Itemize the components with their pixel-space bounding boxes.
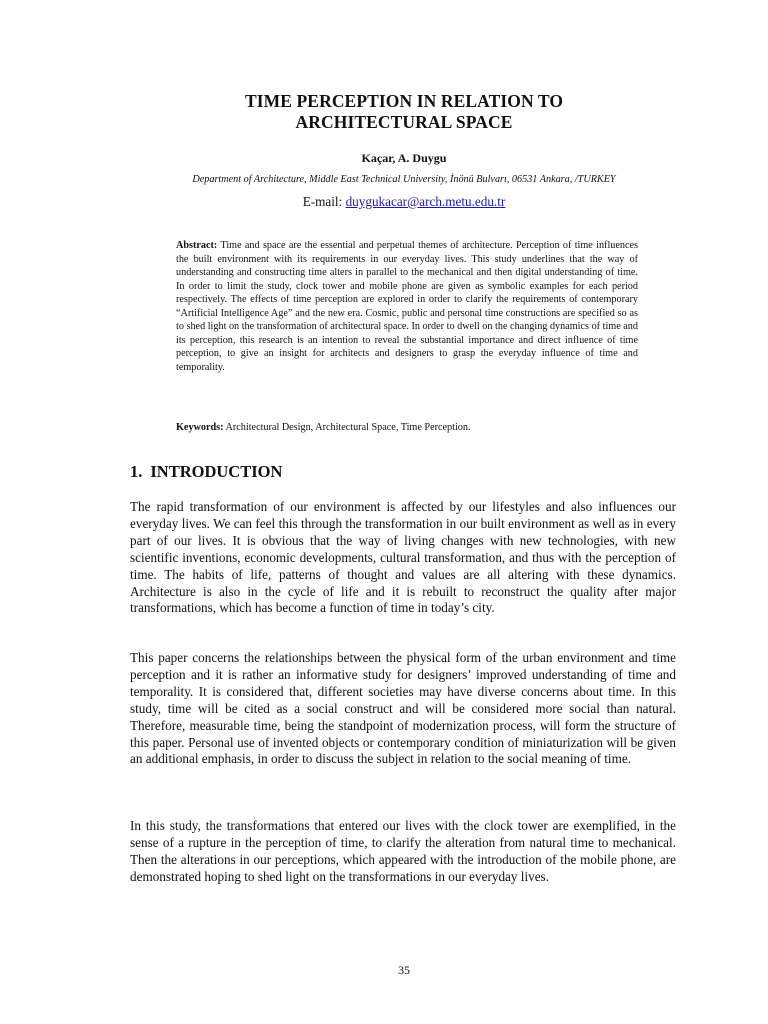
- email-label: E-mail:: [302, 194, 346, 209]
- paper-title-line-1: TIME PERCEPTION IN RELATION TO: [244, 91, 564, 111]
- body-paragraph-3: In this study, the transformations that entered our lives with the clock tower are exemplified, in the sense of a rupture in the perception of time, to clarify the alteration from natural time to mechanical. Then the alterations in our perceptions, which appeared with the introduction of the mobile phone, are demonstrated hoping to shed light on the transformations in our everyday lives.: [130, 818, 676, 884]
- author-name: Kaçar, A. Duygu: [361, 151, 447, 165]
- body-paragraph-1: The rapid transformation of our environment is affected by our lifestyles and also influences our everyday lives. We can feel this through the transformation in our built environment as well as in every part of our lives. It is obvious that the way of living changes with new technologies, with new scientific inventions, economic developments, cultural transformation, and thus with the perception of time. The habits of life, patterns of thought and values are all altering with these dynamics. Architecture is also in the cycle of life and it is rebuilt to reconstruct the quality after major transformations, which has become a function of time in today’s city.: [130, 499, 676, 616]
- section-heading-introduction: [130, 462, 282, 482]
- keywords: [176, 421, 638, 434]
- paper-title-line-2: ARCHITECTURAL SPACE: [295, 112, 513, 132]
- paper-title: [0, 91, 768, 133]
- abstract-text: Time and space are the essential and perpetual themes of architecture. Perception of time influences the built environment with its requirements in our everyday lives. This study underlines that the way of understanding and constructing time alters in parallel to the mechanical and then digital understanding of time. In order to limit the study, clock tower and mobile phone are given as symbolic examples for each period respectively. The effects of time perception are explored in order to clarify the requirements of contemporary “Artificial Intelligence Age” and the new era. Cosmic, public and personal time constructions are specified so as to shed light on the transformation of architectural space. In order to dwell on the changing dynamics of time and its perception, this research is an intention to reveal the substantial importance and direct influence of time perception, to give an insight for architects and designers to grasp the everyday influence of time and temporality.: [176, 240, 638, 373]
- abstract: [176, 239, 638, 374]
- abstract-label: Abstract:: [176, 240, 218, 251]
- section-number: 1.: [130, 462, 143, 481]
- page-number: 35: [398, 963, 410, 977]
- author-affiliation: Department of Architecture, Middle East Technical University, İnönü Bulvarı, 06531 Ankara, /TURKEY: [192, 174, 616, 185]
- section-title: INTRODUCTION: [150, 462, 283, 481]
- body-paragraph-2: This paper concerns the relationships between the physical form of the urban environment and time perception and it is rather an informative study for designers’ improved understanding of time and temporality. It is considered that, different societies may have diverse concerns about time. In this study, time will be cited as a social construct and will be considered more social than natural. Therefore, measurable time, being the standpoint of modernization process, will form the structure of this paper. Personal use of invented objects or contemporary condition of miniaturization will be given an additional emphasis, in order to discuss the subject in relation to the social meaning of time.: [130, 650, 676, 767]
- keywords-text: Architectural Design, Architectural Space, Time Perception.: [223, 422, 471, 433]
- email-link[interactable]: duygukacar@arch.metu.edu.tr: [345, 194, 506, 209]
- author-email-line: [0, 194, 768, 210]
- keywords-label: Keywords:: [176, 422, 224, 433]
